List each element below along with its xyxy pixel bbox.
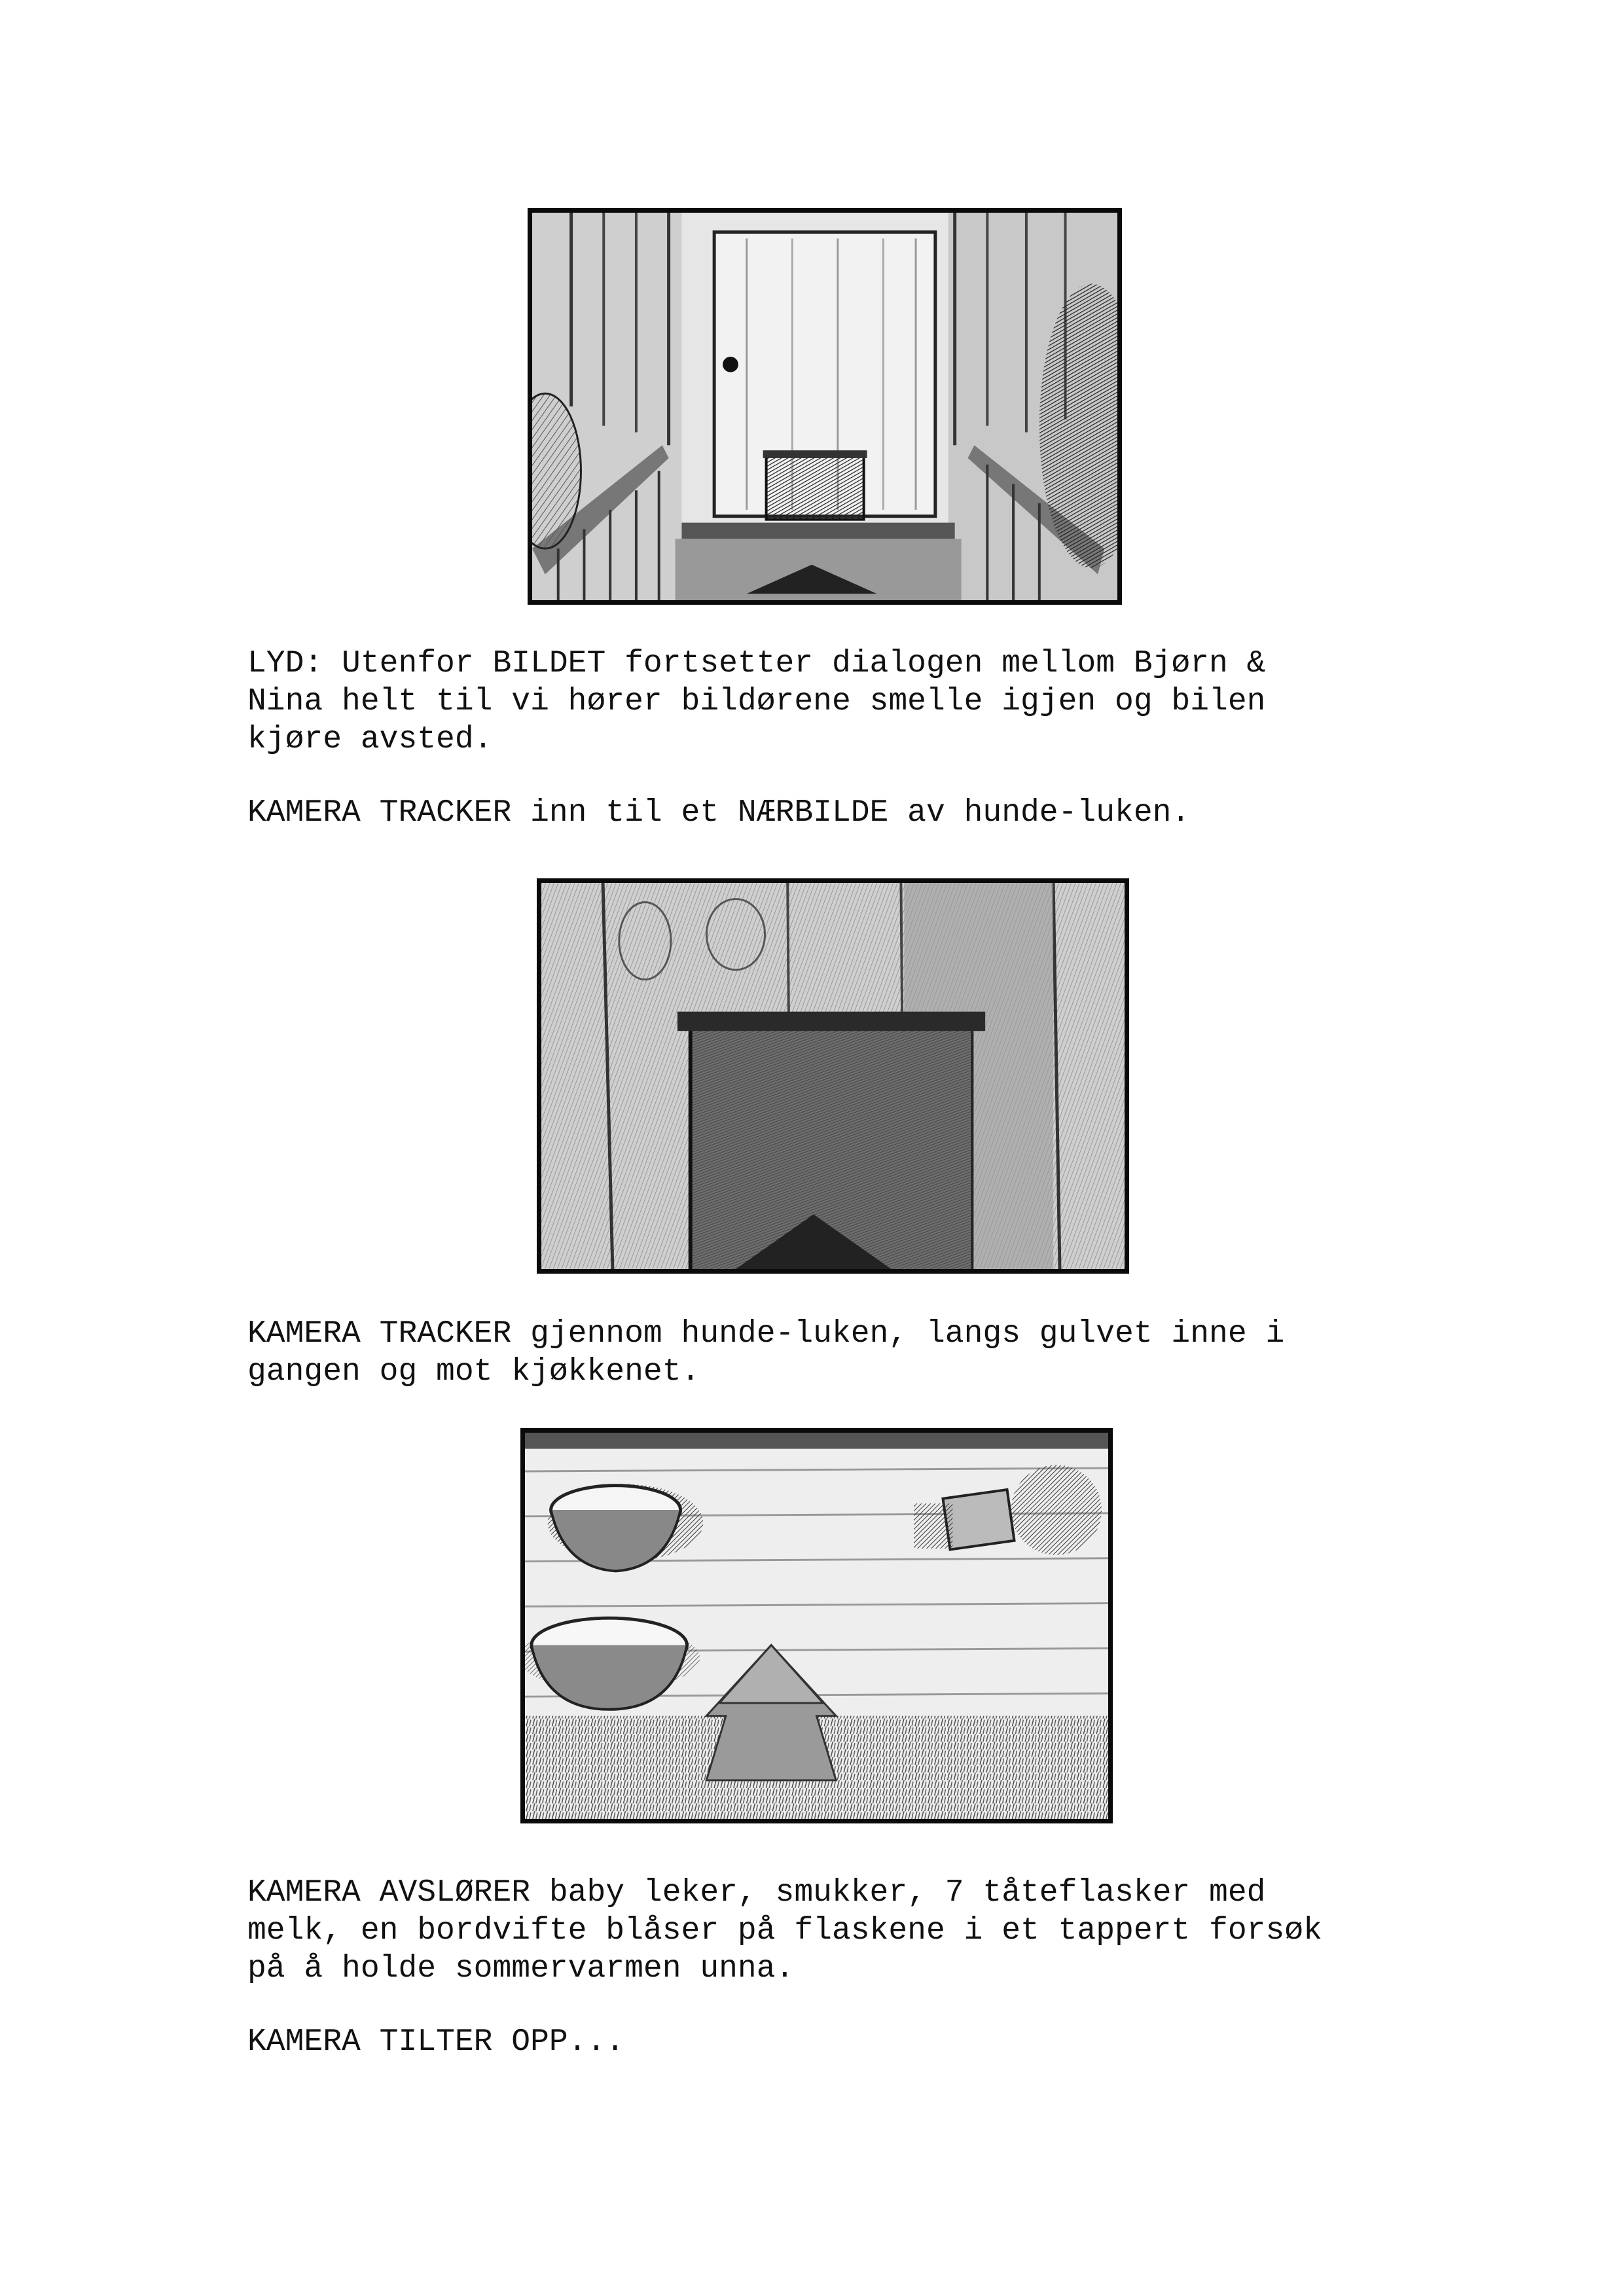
storyboard-panel-3 [520, 1428, 1113, 1823]
action-paragraph-track-in: KAMERA TRACKER inn til et NÆRBILDE av hunde-luken. [247, 795, 1191, 831]
hallway-sketch [532, 213, 1117, 600]
storyboard-panel-1 [528, 208, 1122, 605]
action-paragraph-sound: LYD: Utenfor BILDET fortsetter dialogen mellom Bjørn & Nina helt til vi hører bildørene smelle igjen og bilen kjøre avsted. [247, 646, 1266, 757]
action-paragraph-reveal: KAMERA AVSLØRER baby leker, smukker, 7 tåteflasker med melk, en bordvifte blåser på flaskene i et tappert forsøk på å holde sommervarmen unna. [247, 1875, 1322, 1986]
kitchen-floor-sketch [525, 1433, 1108, 1819]
action-paragraph-tilt: KAMERA TILTER OPP... [247, 2024, 625, 2060]
storyboard-panel-2 [537, 878, 1129, 1274]
dog-flap-closeup-sketch [541, 883, 1125, 1269]
action-paragraph-track-through: KAMERA TRACKER gjennom hunde-luken, langs gulvet inne i gangen og mot kjøkkenet. [247, 1316, 1285, 1390]
